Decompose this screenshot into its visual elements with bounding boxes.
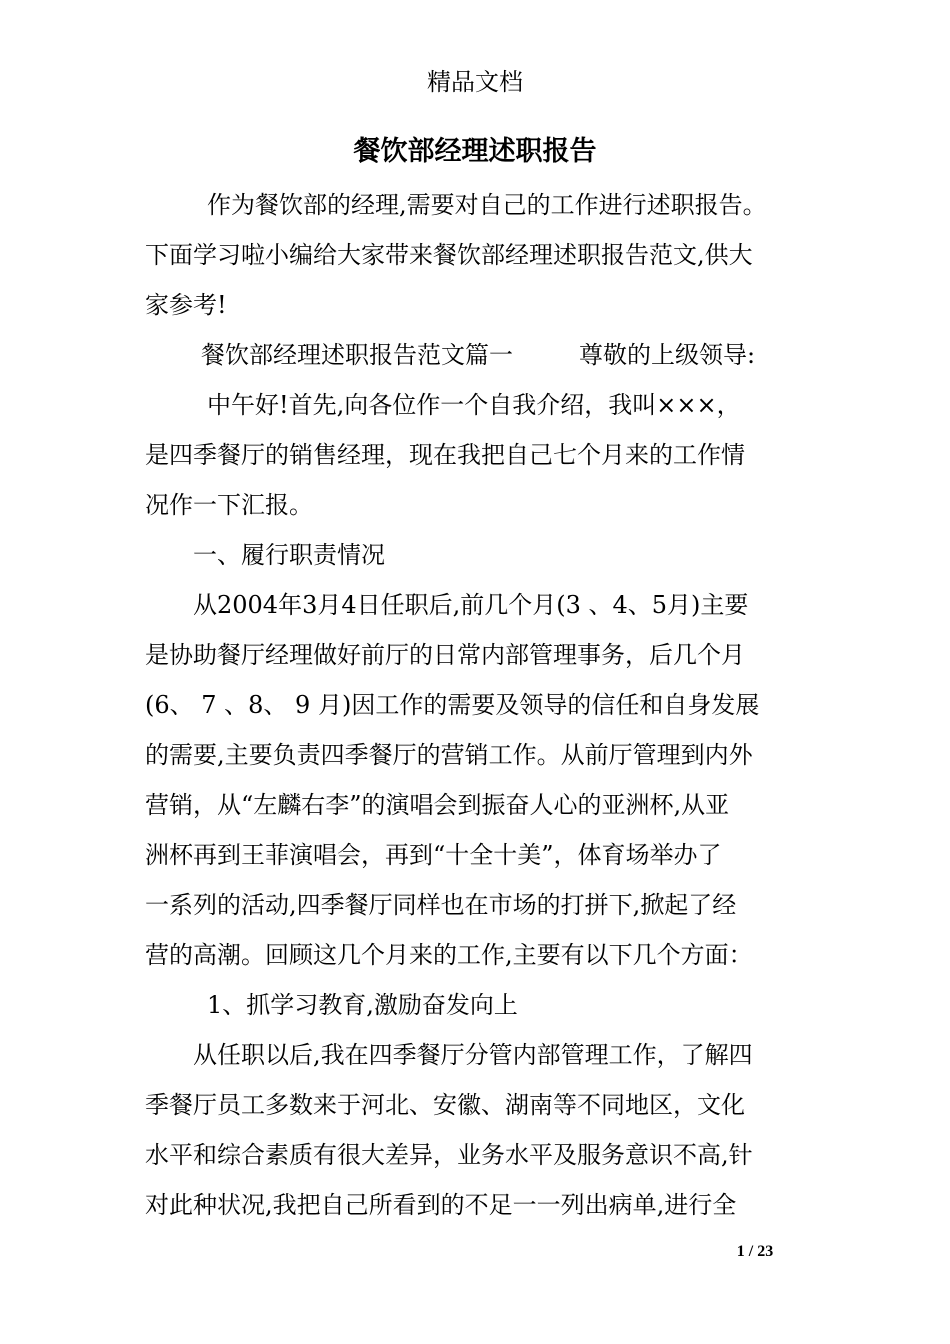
- section-heading: 一、履行职责情况: [193, 541, 385, 569]
- document-title: 餐饮部经理述职报告: [353, 136, 597, 167]
- section-heading: 餐饮部经理述职报告范文篇一: [201, 341, 513, 369]
- paragraph-line: (6、 7 、8、 9 月)因工作的需要及领导的信任和自身发展: [145, 691, 760, 719]
- paragraph-line: 家参考!: [145, 291, 227, 319]
- subsection-heading: 1、抓学习教育,激励奋发向上: [207, 991, 518, 1019]
- paragraph-line: [145, 330, 815, 380]
- paragraph-line: 营的高潮。回顾这几个月来的工作,主要有以下几个方面：: [145, 941, 753, 969]
- paragraph-line: 营销，从“左麟右李”的演唱会到振奋人心的亚洲杯,从亚: [145, 791, 730, 819]
- paragraph-line: 的需要,主要负责四季餐厅的营销工作。从前厅管理到内外: [145, 741, 753, 769]
- paragraph-line: 从2004年3月4日任职后,前几个月(3 、4、5月)主要: [193, 591, 749, 619]
- document-body: [145, 180, 815, 1230]
- paragraph-line: 一系列的活动,四季餐厅同样也在市场的打拼下,掀起了经: [145, 891, 737, 919]
- page-number: 1 / 23: [736, 1243, 774, 1260]
- paragraph-line: 是协助餐厅经理做好前厅的日常内部管理事务，后几个月: [145, 641, 745, 669]
- paragraph-line: 水平和综合素质有很大差异，业务水平及服务意识不高,针: [145, 1141, 753, 1169]
- paragraph-line: 是四季餐厅的销售经理，现在我把自己七个月来的工作情: [145, 441, 745, 469]
- paragraph-line: 下面学习啦小编给大家带来餐饮部经理述职报告范文,供大: [145, 241, 753, 269]
- paragraph-line: 季餐厅员工多数来于河北、安徽、湖南等不同地区，文化: [145, 1091, 745, 1119]
- paragraph-line: 对此种状况,我把自己所看到的不足一一列出病单,进行全: [145, 1191, 737, 1219]
- paragraph-line: 况作一下汇报。: [145, 491, 313, 519]
- paragraph-line: 作为餐饮部的经理,需要对自己的工作进行述职报告。: [207, 191, 767, 219]
- paragraph-line: 从任职以后,我在四季餐厅分管内部管理工作，了解四: [193, 1041, 753, 1069]
- paragraph-line: 中午好!首先,向各位作一个自我介绍，我叫×××，: [207, 391, 741, 419]
- paragraph-line: 洲杯再到王菲演唱会，再到“十全十美”，体育场举办了: [145, 841, 722, 869]
- salutation: 尊敬的上级领导:: [579, 341, 756, 369]
- page-header: 精品文档: [427, 68, 523, 96]
